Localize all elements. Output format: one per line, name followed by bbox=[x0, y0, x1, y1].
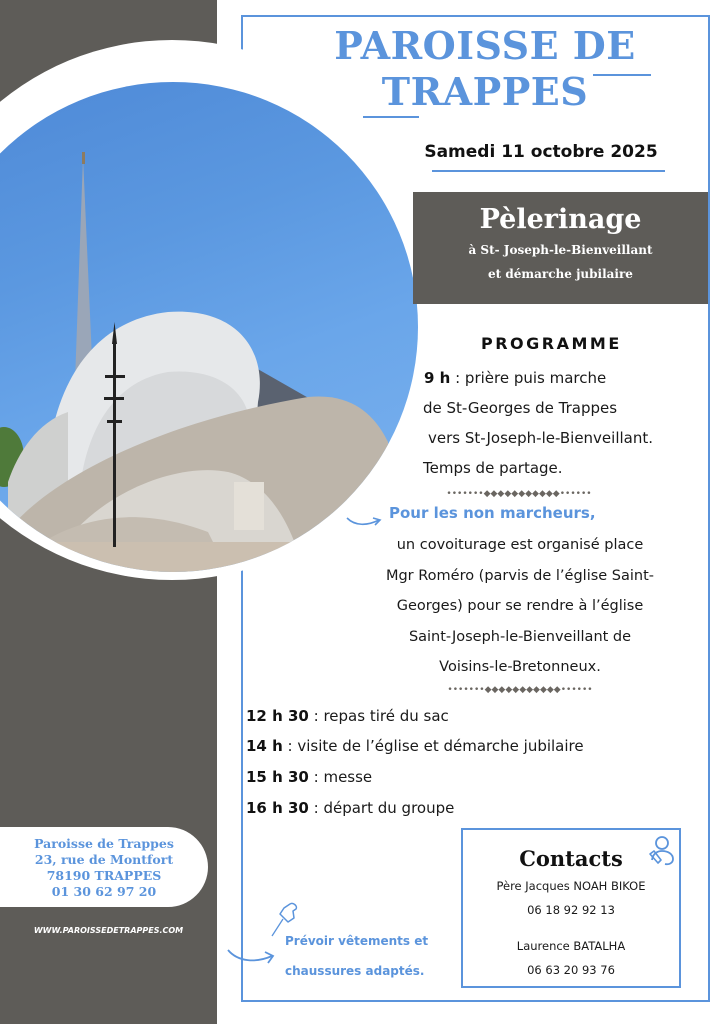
divider-1: •••••••◆◆◆◆◆◆◆◆◆◆◆•••••• bbox=[446, 489, 592, 499]
morning-time: 9 h bbox=[424, 369, 451, 387]
banner-subtitle-2: et démarche jubilaire bbox=[488, 267, 633, 281]
address-line-2: 23, rue de Montfort bbox=[34, 852, 174, 867]
programme-heading: PROGRAMME bbox=[481, 334, 622, 353]
contact-name: Père Jacques NOAH BIKOE bbox=[496, 879, 646, 893]
event-date: Samedi 11 octobre 2025 bbox=[424, 142, 658, 162]
website-link[interactable]: WWW.PAROISSEDETRAPPES.COM bbox=[33, 926, 184, 935]
banner-subtitle-1: à St- Joseph-le-Bienveillant bbox=[468, 243, 653, 257]
frame-right bbox=[708, 15, 710, 1002]
schedule-item: 14 h : visite de l’église et démarche jubilaire bbox=[246, 737, 584, 755]
parish-address bbox=[0, 827, 208, 907]
morning-line-4: Temps de partage. bbox=[423, 459, 563, 477]
banner-title: Pèlerinage bbox=[479, 204, 642, 235]
contacts-heading: Contacts bbox=[519, 846, 623, 871]
non-walkers-text: un covoiturage est organisé place Mgr Roméro (parvis de l’église Saint- Georges) pour se rendre à l’église Saint-Joseph-le-Bienveillant de Voisins-le-Bretonneux. bbox=[385, 537, 655, 675]
curved-arrow-icon bbox=[345, 512, 385, 532]
morning-line-3: vers St-Joseph-le-Bienveillant. bbox=[428, 429, 654, 447]
note-line-2: chaussures adaptés. bbox=[285, 964, 425, 978]
frame-bottom bbox=[241, 1000, 710, 1002]
pilgrimage-banner bbox=[413, 192, 708, 304]
contact-phone[interactable]: 06 63 20 93 76 bbox=[527, 963, 615, 977]
person-phone-icon bbox=[645, 834, 679, 868]
page-title-line1: PAROISSE DE bbox=[334, 23, 636, 68]
curved-arrow-icon bbox=[226, 946, 278, 968]
address-phone: 01 30 62 97 20 bbox=[51, 884, 157, 899]
title-underline-right bbox=[593, 74, 651, 76]
page-title-line2: TRAPPES bbox=[381, 69, 589, 114]
title-underline-left bbox=[363, 116, 419, 118]
contact-phone[interactable]: 06 18 92 92 13 bbox=[527, 903, 615, 917]
address-line-1: Paroisse de Trappes bbox=[34, 836, 174, 851]
frame-left-bottom bbox=[241, 569, 243, 1002]
divider-2: •••••••◆◆◆◆◆◆◆◆◆◆◆•••••• bbox=[447, 685, 593, 695]
address-line-3: 78190 TRAPPES bbox=[46, 868, 162, 883]
church-illustration bbox=[0, 82, 418, 572]
church-photo bbox=[0, 82, 418, 572]
date-underline bbox=[432, 170, 665, 172]
schedule-item: 15 h 30 : messe bbox=[246, 768, 373, 786]
schedule-item: 12 h 30 : repas tiré du sac bbox=[246, 707, 449, 725]
non-walkers-heading: Pour les non marcheurs, bbox=[389, 504, 596, 522]
note-line-1: Prévoir vêtements et bbox=[285, 934, 429, 948]
morning-line-2: de St-Georges de Trappes bbox=[423, 399, 618, 417]
morning-line-1: 9 h : prière puis marche bbox=[424, 369, 607, 387]
schedule-item: 16 h 30 : départ du groupe bbox=[246, 799, 455, 817]
contact-name: Laurence BATALHA bbox=[516, 939, 626, 953]
